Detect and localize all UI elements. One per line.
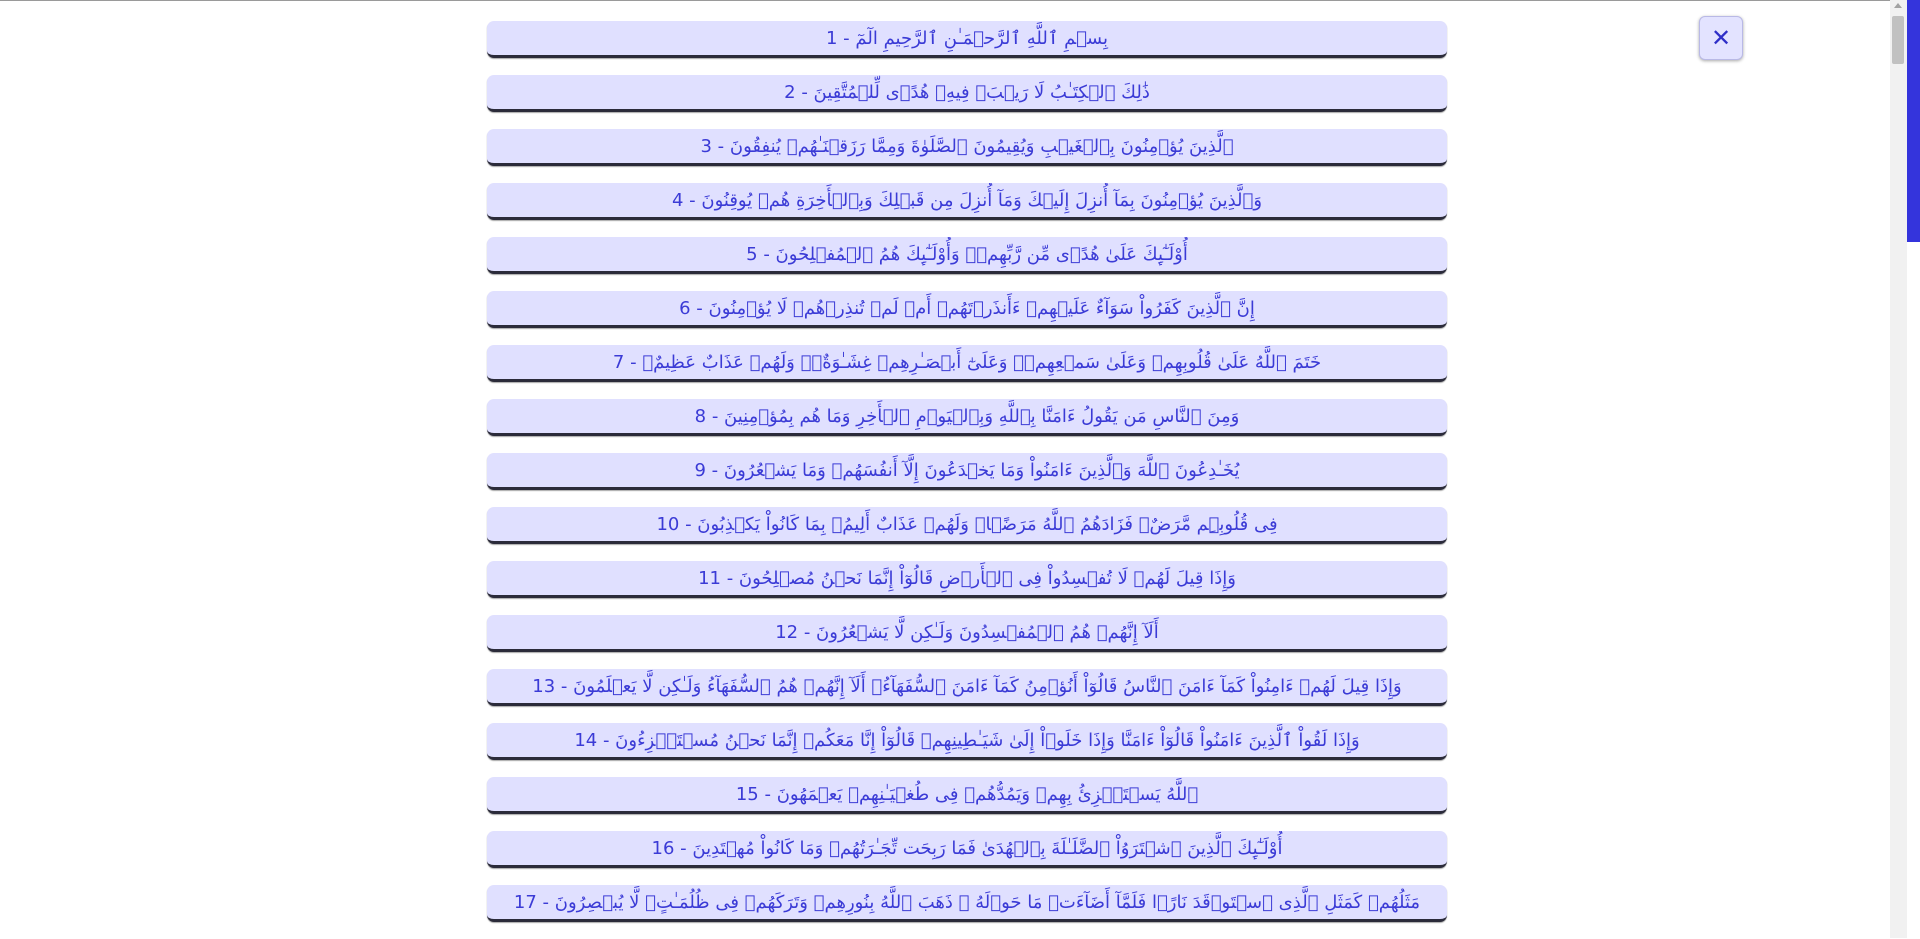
verse-button[interactable]	[487, 831, 1447, 868]
verse-text: ذَٰلِكَ ٱلۡكِتَـٰبُ لَا رَيۡبَۛ فِيهِۛ هُدً۬ى لِّلۡمُتَّقِينَ - 2	[784, 81, 1150, 103]
verse-text: أُوْلَـٰٓٮِٕكَ ٱلَّذِينَ ٱشۡتَرَوُاْ ٱلضَّلَـٰلَةَ بِٱلۡهُدَىٰ فَمَا رَبِحَت تِّجَـٰرَتُهُمۡ وَمَا كَانُواْ مُهۡتَدِينَ - 16	[651, 837, 1283, 859]
verse-text: يُخَـٰدِعُونَ ٱللَّهَ وَٱلَّذِينَ ءَامَنُواْ وَمَا يَخۡدَعُونَ إِلَّآ أَنفُسَهُمۡ وَمَا يَشۡعُرُونَ - 9	[694, 459, 1240, 481]
verse-text: ٱلَّذِينَ يُؤۡمِنُونَ بِٱلۡغَيۡبِ وَيُقِيمُونَ ٱلصَّلَوٰةَ وَمِمَّا رَزَقۡنَـٰهُمۡ يُنفِقُونَ - 3	[700, 135, 1234, 157]
verse-button[interactable]	[487, 237, 1447, 274]
verse-text: مَثَلُهُمۡ كَمَثَلِ ٱلَّذِى ٱسۡتَوۡقَدَ نَارً۬ا فَلَمَّآ أَضَآءَتۡ مَا حَوۡلَهُ ۥ ذَهَبَ ٱللَّهُ بِنُورِهِمۡ وَتَرَكَهُمۡ فِى ظُلُمَـٰتٍ۬ لَّا يُبۡصِرُونَ - 17	[513, 891, 1421, 913]
close-icon: ✕	[1710, 24, 1732, 52]
verse-list	[487, 21, 1447, 939]
verse-button[interactable]	[487, 183, 1447, 220]
verse-button[interactable]	[487, 885, 1447, 922]
verse-button[interactable]	[487, 399, 1447, 436]
verse-text: فِى قُلُوبِہِم مَّرَضٌ۬ فَزَادَهُمُ ٱللَّهُ مَرَضً۬اۖ وَلَهُمۡ عَذَابٌ أَلِيمُۢ بِمَا كَانُواْ يَكۡذِبُونَ - 10	[656, 513, 1278, 535]
verse-button[interactable]	[487, 615, 1447, 652]
side-accent-bar	[1907, 0, 1920, 242]
verse-button[interactable]	[487, 21, 1447, 58]
verse-text: وَمِنَ ٱلنَّاسِ مَن يَقُولُ ءَامَنَّا بِٱللَّهِ وَبِٱلۡيَوۡمِ ٱلۡأَخِرِ وَمَا هُم بِمُؤۡمِنِينَ - 8	[694, 405, 1240, 427]
verse-text: إِنَّ ٱلَّذِينَ كَفَرُواْ سَوَآءٌ عَلَيۡهِمۡ ءَأَنذَرۡتَهُمۡ أَمۡ لَمۡ تُنذِرۡهُمۡ لَا يُؤۡمِنُونَ - 6	[679, 297, 1255, 319]
verse-button[interactable]	[487, 777, 1447, 814]
verse-text: وَإِذَا قِيلَ لَهُمۡ ءَامِنُواْ كَمَآ ءَامَنَ ٱلنَّاسُ قَالُوٓاْ أَنُؤۡمِنُ كَمَآ ءَامَنَ ٱلسُّفَهَآءُۗ أَلَآ إِنَّهُمۡ هُمُ ٱلسُّفَهَآءُ وَلَـٰكِن لَّا يَعۡلَمُونَ - 13	[532, 675, 1402, 697]
verse-button[interactable]	[487, 345, 1447, 382]
verse-text: أُوْلَـٰٓٮِٕكَ عَلَىٰ هُدً۬ى مِّن رَّبِّهِمۡۖ وَأُوْلَـٰٓٮِٕكَ هُمُ ٱلۡمُفۡلِحُونَ - 5	[746, 243, 1188, 265]
top-divider	[0, 0, 1920, 1]
scrollbar-track[interactable]	[1890, 0, 1907, 938]
verse-text: وَإِذَا قِيلَ لَهُمۡ لَا تُفۡسِدُواْ فِى ٱلۡأَرۡضِ قَالُوٓاْ إِنَّمَا نَحۡنُ مُصۡلِحُونَ - 11	[698, 567, 1236, 589]
verse-button[interactable]	[487, 129, 1447, 166]
verse-button[interactable]	[487, 507, 1447, 544]
verse-button[interactable]	[487, 723, 1447, 760]
verse-button[interactable]	[487, 291, 1447, 328]
verse-text: وَٱلَّذِينَ يُؤۡمِنُونَ بِمَآ أُنزِلَ إِلَيۡكَ وَمَآ أُنزِلَ مِن قَبۡلِكَ وَبِٱلۡأَخِرَةِ هُمۡ يُوقِنُونَ - 4	[671, 189, 1263, 211]
verse-text: بِسۡمِ ٱللَّهِ ٱلرَّحۡمَـٰنِ ٱلرَّحِيمِ الٓمٓ - 1	[825, 27, 1108, 49]
verse-text: وَإِذَا لَقُواْ ٱلَّذِينَ ءَامَنُواْ قَالُوٓاْ ءَامَنَّا وَإِذَا خَلَوۡاْ إِلَىٰ شَيَـٰطِينِهِمۡ قَالُوٓاْ إِنَّا مَعَكُمۡ إِنَّمَا نَحۡنُ مُسۡتَہۡزِءُونَ - 14	[574, 729, 1360, 751]
verse-text: أَلَآ إِنَّهُمۡ هُمُ ٱلۡمُفۡسِدُونَ وَلَـٰكِن لَّا يَشۡعُرُونَ - 12	[775, 621, 1159, 643]
verse-button[interactable]	[487, 669, 1447, 706]
verse-button[interactable]	[487, 561, 1447, 598]
scrollbar-thumb[interactable]	[1892, 16, 1904, 64]
verse-button[interactable]	[487, 75, 1447, 112]
close-button[interactable]	[1699, 16, 1743, 60]
verse-button[interactable]	[487, 453, 1447, 490]
verse-text: ٱللَّهُ يَسۡتَہۡزِئُ بِهِمۡ وَيَمُدُّهُمۡ فِى طُغۡيَـٰنِهِمۡ يَعۡمَهُونَ - 15	[735, 783, 1199, 805]
scroll-up-arrow-icon[interactable]	[1894, 3, 1902, 8]
verse-text: خَتَمَ ٱللَّهُ عَلَىٰ قُلُوبِهِمۡ وَعَلَىٰ سَمۡعِهِمۡۖ وَعَلَىٰٓ أَبۡصَـٰرِهِمۡ غِشَـٰوَةٌ۬ۖ وَلَهُمۡ عَذَابٌ عَظِيمٌ۬ - 7	[612, 351, 1322, 373]
